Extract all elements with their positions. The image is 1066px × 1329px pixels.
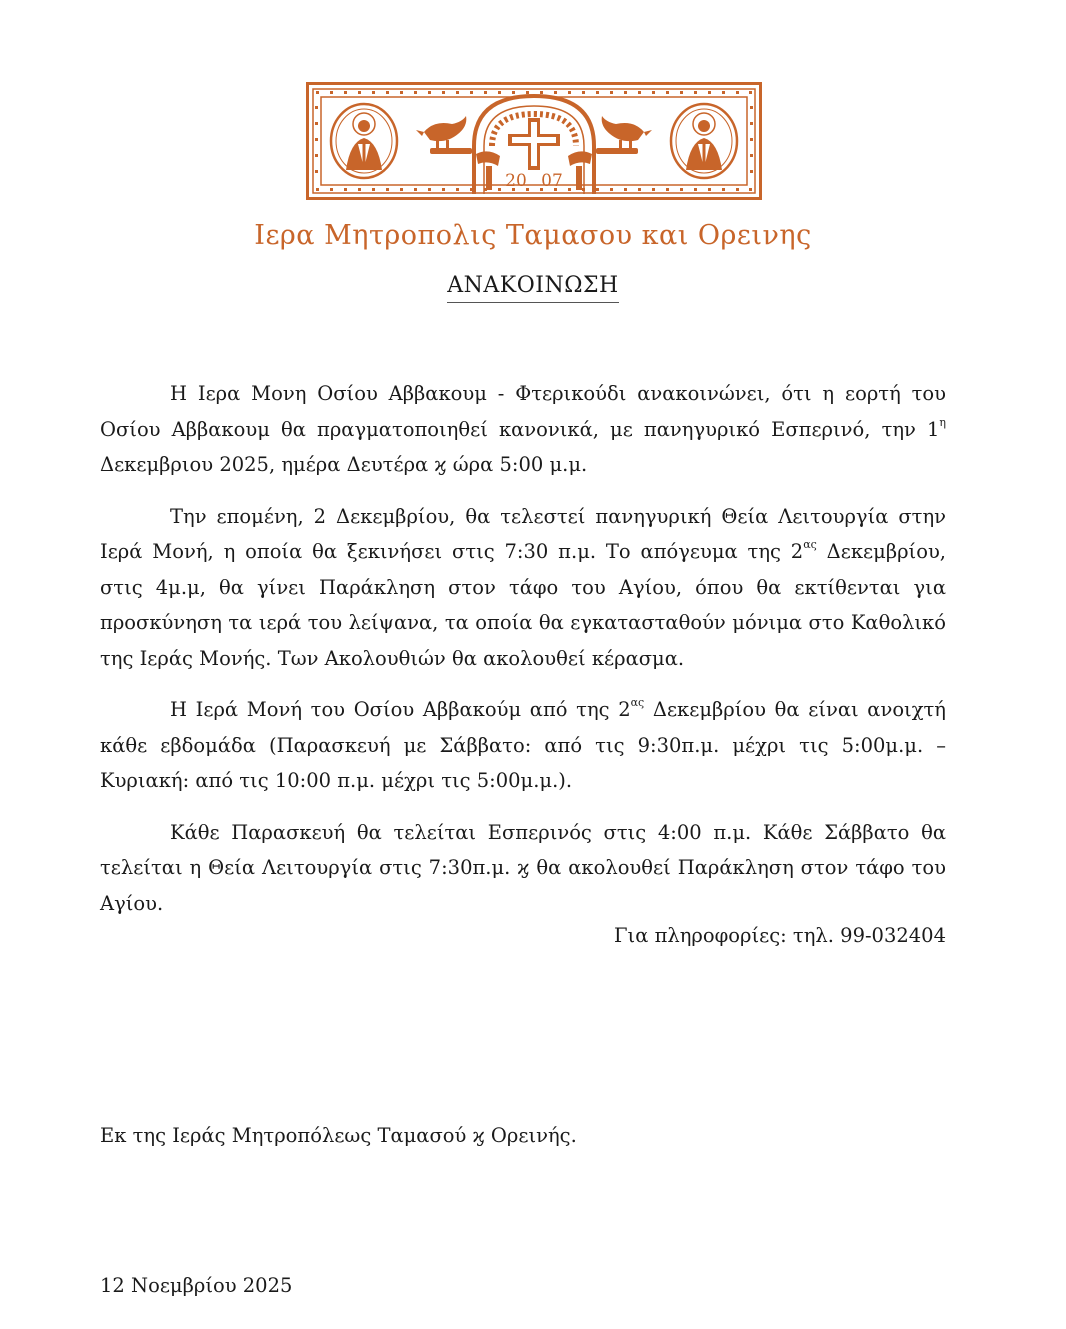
right-bird-icon	[596, 116, 652, 154]
organization-name: Ιερα Μητροπολις Ταμασου και Ορεινης	[254, 220, 812, 251]
paragraph-1: Η Ιερα Μονη Οσίου Αββακουμ - Φτερικούδι ανακοινώνει, ότι η εορτή του Οσίου Αββακουμ θα πραγματοποιηθεί κανονικά, με πανηγυρικό Εσπερινό, την $1^\eta$ Δεκεμβριου 2025, ημέρα Δευτέρα ϗ ώρα 5:00 μ.μ.	[100, 382, 946, 476]
paragraph-4: Κάθε Παρασκευή θα τελείται Εσπερινός στις 4:00 π.μ. Κάθε Σάββατο θα τελείται η Θεία Λειτουργία στις 7:30π.μ. ϗ θα ακολουθεί Παράκληση στον τάφο του Αγίου.	[100, 820, 946, 915]
metropolis-emblem	[306, 82, 762, 200]
document-date: 12 Νοεμβρίου 2025	[100, 1274, 293, 1297]
cross-arch-icon	[474, 96, 594, 194]
announcement-title	[0, 273, 1066, 298]
left-saint-icon	[331, 104, 397, 178]
emblem-year-left: 20	[505, 171, 527, 191]
emblem-year-right: 07	[541, 171, 563, 191]
signoff: Εκ της Ιεράς Μητροπόλεως Ταμασού ϗ Ορεινής.	[100, 1124, 577, 1147]
announcement-body	[100, 376, 946, 937]
left-bird-icon	[416, 116, 472, 154]
announcement-title-text: ΑΝΑΚΟΙΝΩΣΗ	[447, 273, 618, 303]
paragraph-3: Η Ιερά Μονή του Οσίου Αββακούμ από της $2^{\alpha\varsigma}$ Δεκεμβρίου θα είναι ανοιχτή κάθε εβδομάδα (Παρασκευή με Σάββατο: από τις 9:30π.μ. μέχρι τις 5:00μ.μ. – Κυριακή: από τις 10:00 π.μ. μέχρι τις 5:00μ.μ.).	[100, 696, 946, 792]
right-saint-icon	[671, 104, 737, 178]
paragraph-2: Την επομένη, 2 Δεκεμβρίου, θα τελεστεί πανηγυρική Θεία Λειτουργία στην Ιερά Μονή, η οποία θα ξεκινήσει στις 7:30 π.μ. Το απόγευμα της $2^{\alpha\varsigma}$ Δεκεμβρίου, στις 4μ.μ, θα γίνει Παράκληση στον τάφο του Αγίου, όπου θα εκτίθενται για προσκύνηση τα ιερά του λείψανα, τα οποία θα εγκατασταθούν μόνιμα στο Καθολικό της Ιεράς Μονής. Των Ακολουθιών θα ακολουθεί κέρασμα.	[100, 504, 946, 670]
contact-info: Για πληροφορίες: τηλ. 99-032404	[614, 924, 946, 947]
